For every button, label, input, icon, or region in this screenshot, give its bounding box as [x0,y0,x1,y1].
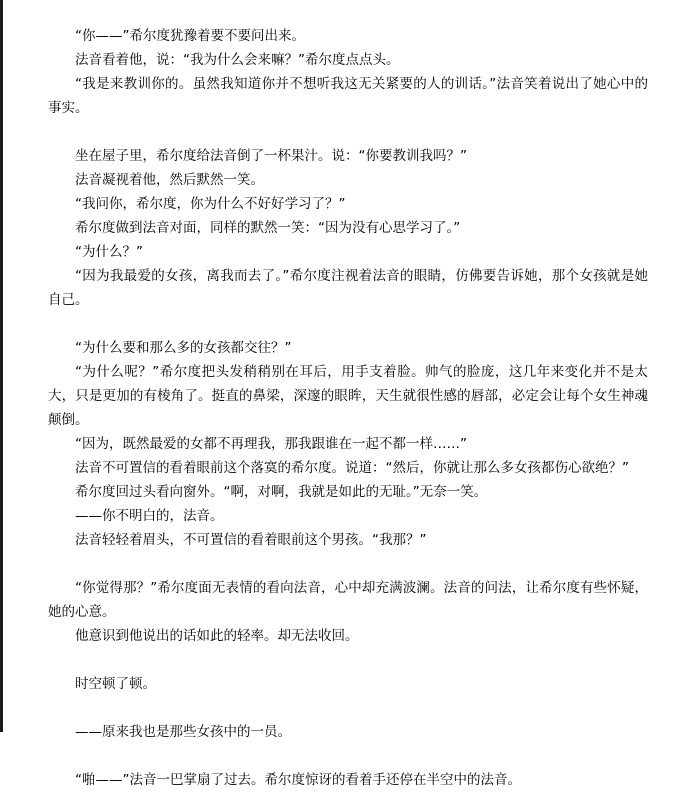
paragraph: 希尔度回过头看向窗外。“啊，对啊，我就是如此的无耻。”无奈一笑。 [75,484,488,500]
paragraph: “为什么要和那么多的女孩都交往？” [75,340,292,356]
paragraph: 他意识到他说出的话如此的轻率。却无法收回。 [75,628,359,644]
paragraph: 法音轻轻着眉头，不可置信的看着眼前这个男孩。“我那？” [75,532,427,548]
paragraph: “为什么？” [75,244,143,260]
paragraph: 法音不可置信的看着眼前这个落寞的希尔度。说道：“然后，你就让那么多女孩都伤心欲绝？” [75,460,629,476]
paragraph: “你觉得那？”希尔度面无表情的看向法音，心中却充满波澜。法音的问法，让希尔度有些怀疑，她的心意。 [48,580,648,620]
paragraph-spacer [48,552,648,576]
paragraph-spacer [48,312,648,336]
paragraph: 时空顿了顿。 [75,676,156,692]
paragraph: 坐在屋子里，希尔度给法音倒了一杯果汁。说：“你要教训我吗？” [75,148,467,164]
paragraph: “啪——”法音一巴掌扇了过去。希尔度惊讶的看着手还停在半空中的法音。 [75,772,521,788]
paragraph: “我是来教训你的。虽然我知道你并不想听我这无关紧要的人的训话。”法音笑着说出了她心中的事实。 [48,76,648,116]
paragraph: 法音看着他，说：“我为什么会来嘛？”希尔度点点头。 [75,52,400,68]
paragraph: ——原来我也是那些女孩中的一员。 [75,724,291,740]
paragraph-spacer [48,696,648,720]
paragraph: 希尔度做到法音对面，同样的默然一笑：“因为没有心思学习了。” [75,220,461,236]
page-left-rule [0,0,3,732]
paragraph: 法音凝视着他，然后默然一笑。 [75,172,264,188]
paragraph-spacer [48,744,648,768]
paragraph: “为什么呢？”希尔度把头发稍稍别在耳后，用手支着脸。帅气的脸庞，这几年来变化并不是太大，只是更加的有棱角了。挺直的鼻梁，深邃的眼眸，天生就很性感的唇部，必定会让每个女生神魂颠倒。 [48,364,648,428]
paragraph: “因为我最爱的女孩，离我而去了。”希尔度注视着法音的眼睛，仿佛要告诉她，那个女孩就是她自己。 [48,268,648,308]
paragraph-spacer [48,120,648,144]
document-body [48,24,648,792]
paragraph: ——你不明白的，法音。 [75,508,224,524]
paragraph-spacer [48,648,648,672]
paragraph: “我问你，希尔度，你为什么不好好学习了？” [75,196,346,212]
paragraph: “你——”希尔度犹豫着要不要问出来。 [75,28,305,44]
paragraph: “因为，既然最爱的女都不再理我，那我跟谁在一起不都一样……” [75,436,467,452]
